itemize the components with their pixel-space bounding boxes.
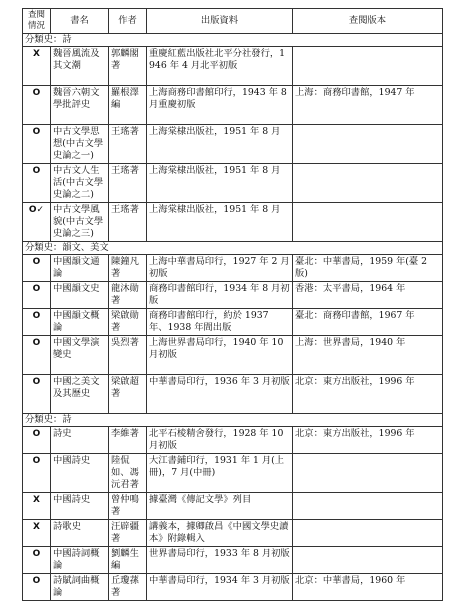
author-cell: 郭麟閣著: [109, 47, 147, 86]
status-cell: X: [23, 493, 51, 520]
title-cell: 中國詩史: [51, 454, 109, 493]
title-cell: 中國文學演變史: [51, 336, 109, 375]
author-cell: 梁啟超著: [109, 375, 147, 414]
table-row: [23, 255, 443, 282]
title-cell: 中國之美文及其歷史: [51, 375, 109, 414]
title-cell: 中國韻文史: [51, 282, 109, 309]
author-cell: 曾仲鳴著: [109, 493, 147, 520]
title-cell: 詩歌史: [51, 520, 109, 547]
author-cell: 王瑤著: [109, 203, 147, 242]
title-cell: 魏晉風流及其文潮: [51, 47, 109, 86]
edition-cell: [293, 454, 443, 493]
table-row: [23, 86, 443, 125]
author-cell: 吳烈著: [109, 336, 147, 375]
edition-cell: 臺北：商務印書館，1967 年: [293, 309, 443, 336]
edition-cell: 上海：世界書局，1940 年: [293, 336, 443, 375]
status-cell: O: [23, 86, 51, 125]
status-cell: O: [23, 427, 51, 454]
status-cell: O: [23, 574, 51, 601]
edition-cell: [293, 547, 443, 574]
header-status: 查閱情況: [23, 9, 51, 34]
status-cell: O: [23, 375, 51, 414]
edition-cell: [293, 125, 443, 164]
edition-cell: 北京：東方出版社，1996 年: [293, 427, 443, 454]
status-cell: O: [23, 255, 51, 282]
title-cell: 魏晉六朝文學批評史: [51, 86, 109, 125]
table-row: [23, 164, 443, 203]
table-row: [23, 309, 443, 336]
author-cell: 丘瓊蓀著: [109, 574, 147, 601]
table-row: [23, 574, 443, 601]
publication-cell: 上海棠棣出版社，1951 年 8 月: [147, 164, 293, 203]
table-row: [23, 520, 443, 547]
section-header-row: [23, 414, 443, 427]
status-cell: O✓: [23, 203, 51, 242]
edition-cell: 香港：太平書局，1964 年: [293, 282, 443, 309]
edition-cell: 北京：中華書局，1960 年: [293, 574, 443, 601]
table-row: [23, 493, 443, 520]
publication-cell: 講義本，據卿啟昌《中國文學史讀本》附錄輯入: [147, 520, 293, 547]
section-label: 分類史：詩: [23, 34, 443, 47]
publication-cell: 上海商務印書館印行，1943 年 8 月重慶初版: [147, 86, 293, 125]
section-header-row: [23, 242, 443, 255]
header-publication: 出版資料: [147, 9, 293, 34]
edition-cell: [293, 520, 443, 547]
author-cell: 陳鐘凡著: [109, 255, 147, 282]
title-cell: 中國詩詞概論: [51, 547, 109, 574]
title-cell: 詩史: [51, 427, 109, 454]
author-cell: 羅根澤編: [109, 86, 147, 125]
status-cell: O: [23, 164, 51, 203]
author-cell: 李維著: [109, 427, 147, 454]
table-row: [23, 547, 443, 574]
header-title: 書名: [51, 9, 109, 34]
publication-cell: 中華書局印行，1934 年 3 月初版: [147, 574, 293, 601]
header-edition: 查閱版本: [293, 9, 443, 34]
publication-cell: 商務印書館印行，1934 年 8 月初版: [147, 282, 293, 309]
table-row: [23, 203, 443, 242]
edition-cell: [293, 493, 443, 520]
publication-cell: 據臺灣《傳記文學》列目: [147, 493, 293, 520]
publication-cell: 世界書局印行，1933 年 8 月初版: [147, 547, 293, 574]
author-cell: 王瑤著: [109, 164, 147, 203]
publication-cell: 上海中華書局印行，1927 年 2 月初版: [147, 255, 293, 282]
table-row: [23, 336, 443, 375]
publication-cell: 上海世界書局印行，1940 年 10 月初版: [147, 336, 293, 375]
publication-cell: 商務印書館印行，約於 1937 年、1938 年間出版: [147, 309, 293, 336]
title-cell: 中國詩史: [51, 493, 109, 520]
table-row: [23, 375, 443, 414]
table-row: [23, 47, 443, 86]
status-cell: O: [23, 547, 51, 574]
bibliography-table: [22, 8, 443, 601]
status-cell: O: [23, 125, 51, 164]
table-row: [23, 125, 443, 164]
table-row: [23, 427, 443, 454]
author-cell: 梁啟勛著: [109, 309, 147, 336]
status-cell: O: [23, 282, 51, 309]
table-row: [23, 282, 443, 309]
title-cell: 詩賦詞曲概論: [51, 574, 109, 601]
publication-cell: 重慶紅藍出版社北平分社發行，1946 年 4 月北平初版: [147, 47, 293, 86]
publication-cell: 大江書鋪印行，1931 年 1 月(上冊)，7 月(中冊): [147, 454, 293, 493]
status-cell: X: [23, 520, 51, 547]
publication-cell: 北平石棱精舍發行，1928 年 10 月初版: [147, 427, 293, 454]
header-row: [23, 9, 443, 34]
title-cell: 中國韻文通論: [51, 255, 109, 282]
table-row: [23, 454, 443, 493]
title-cell: 中古文人生活(中古文學史論之二): [51, 164, 109, 203]
author-cell: 王瑤著: [109, 125, 147, 164]
title-cell: 中國韻文概論: [51, 309, 109, 336]
status-cell: X: [23, 47, 51, 86]
author-cell: 陸侃如、馮沅君著: [109, 454, 147, 493]
title-cell: 中古文學風貌(中古文學史論之三): [51, 203, 109, 242]
title-cell: 中古文學思想(中古文學史論之一): [51, 125, 109, 164]
author-cell: 龍沐勛著: [109, 282, 147, 309]
edition-cell: 上海：商務印書館，1947 年: [293, 86, 443, 125]
publication-cell: 上海棠棣出版社，1951 年 8 月: [147, 125, 293, 164]
status-cell: O: [23, 309, 51, 336]
section-label: 分類史：韻文、美文: [23, 242, 443, 255]
section-label: 分類史：詩: [23, 414, 443, 427]
status-cell: O: [23, 454, 51, 493]
edition-cell: [293, 164, 443, 203]
publication-cell: 上海棠棣出版社，1951 年 8 月: [147, 203, 293, 242]
edition-cell: 臺北：中華書局，1959 年(臺 2 版): [293, 255, 443, 282]
edition-cell: [293, 47, 443, 86]
header-author: 作者: [109, 9, 147, 34]
status-cell: O: [23, 336, 51, 375]
author-cell: 汪辟疆著: [109, 520, 147, 547]
section-header-row: [23, 34, 443, 47]
author-cell: 劉麟生編: [109, 547, 147, 574]
edition-cell: [293, 203, 443, 242]
publication-cell: 中華書局印行，1936 年 3 月初版: [147, 375, 293, 414]
edition-cell: 北京：東方出版社，1996 年: [293, 375, 443, 414]
